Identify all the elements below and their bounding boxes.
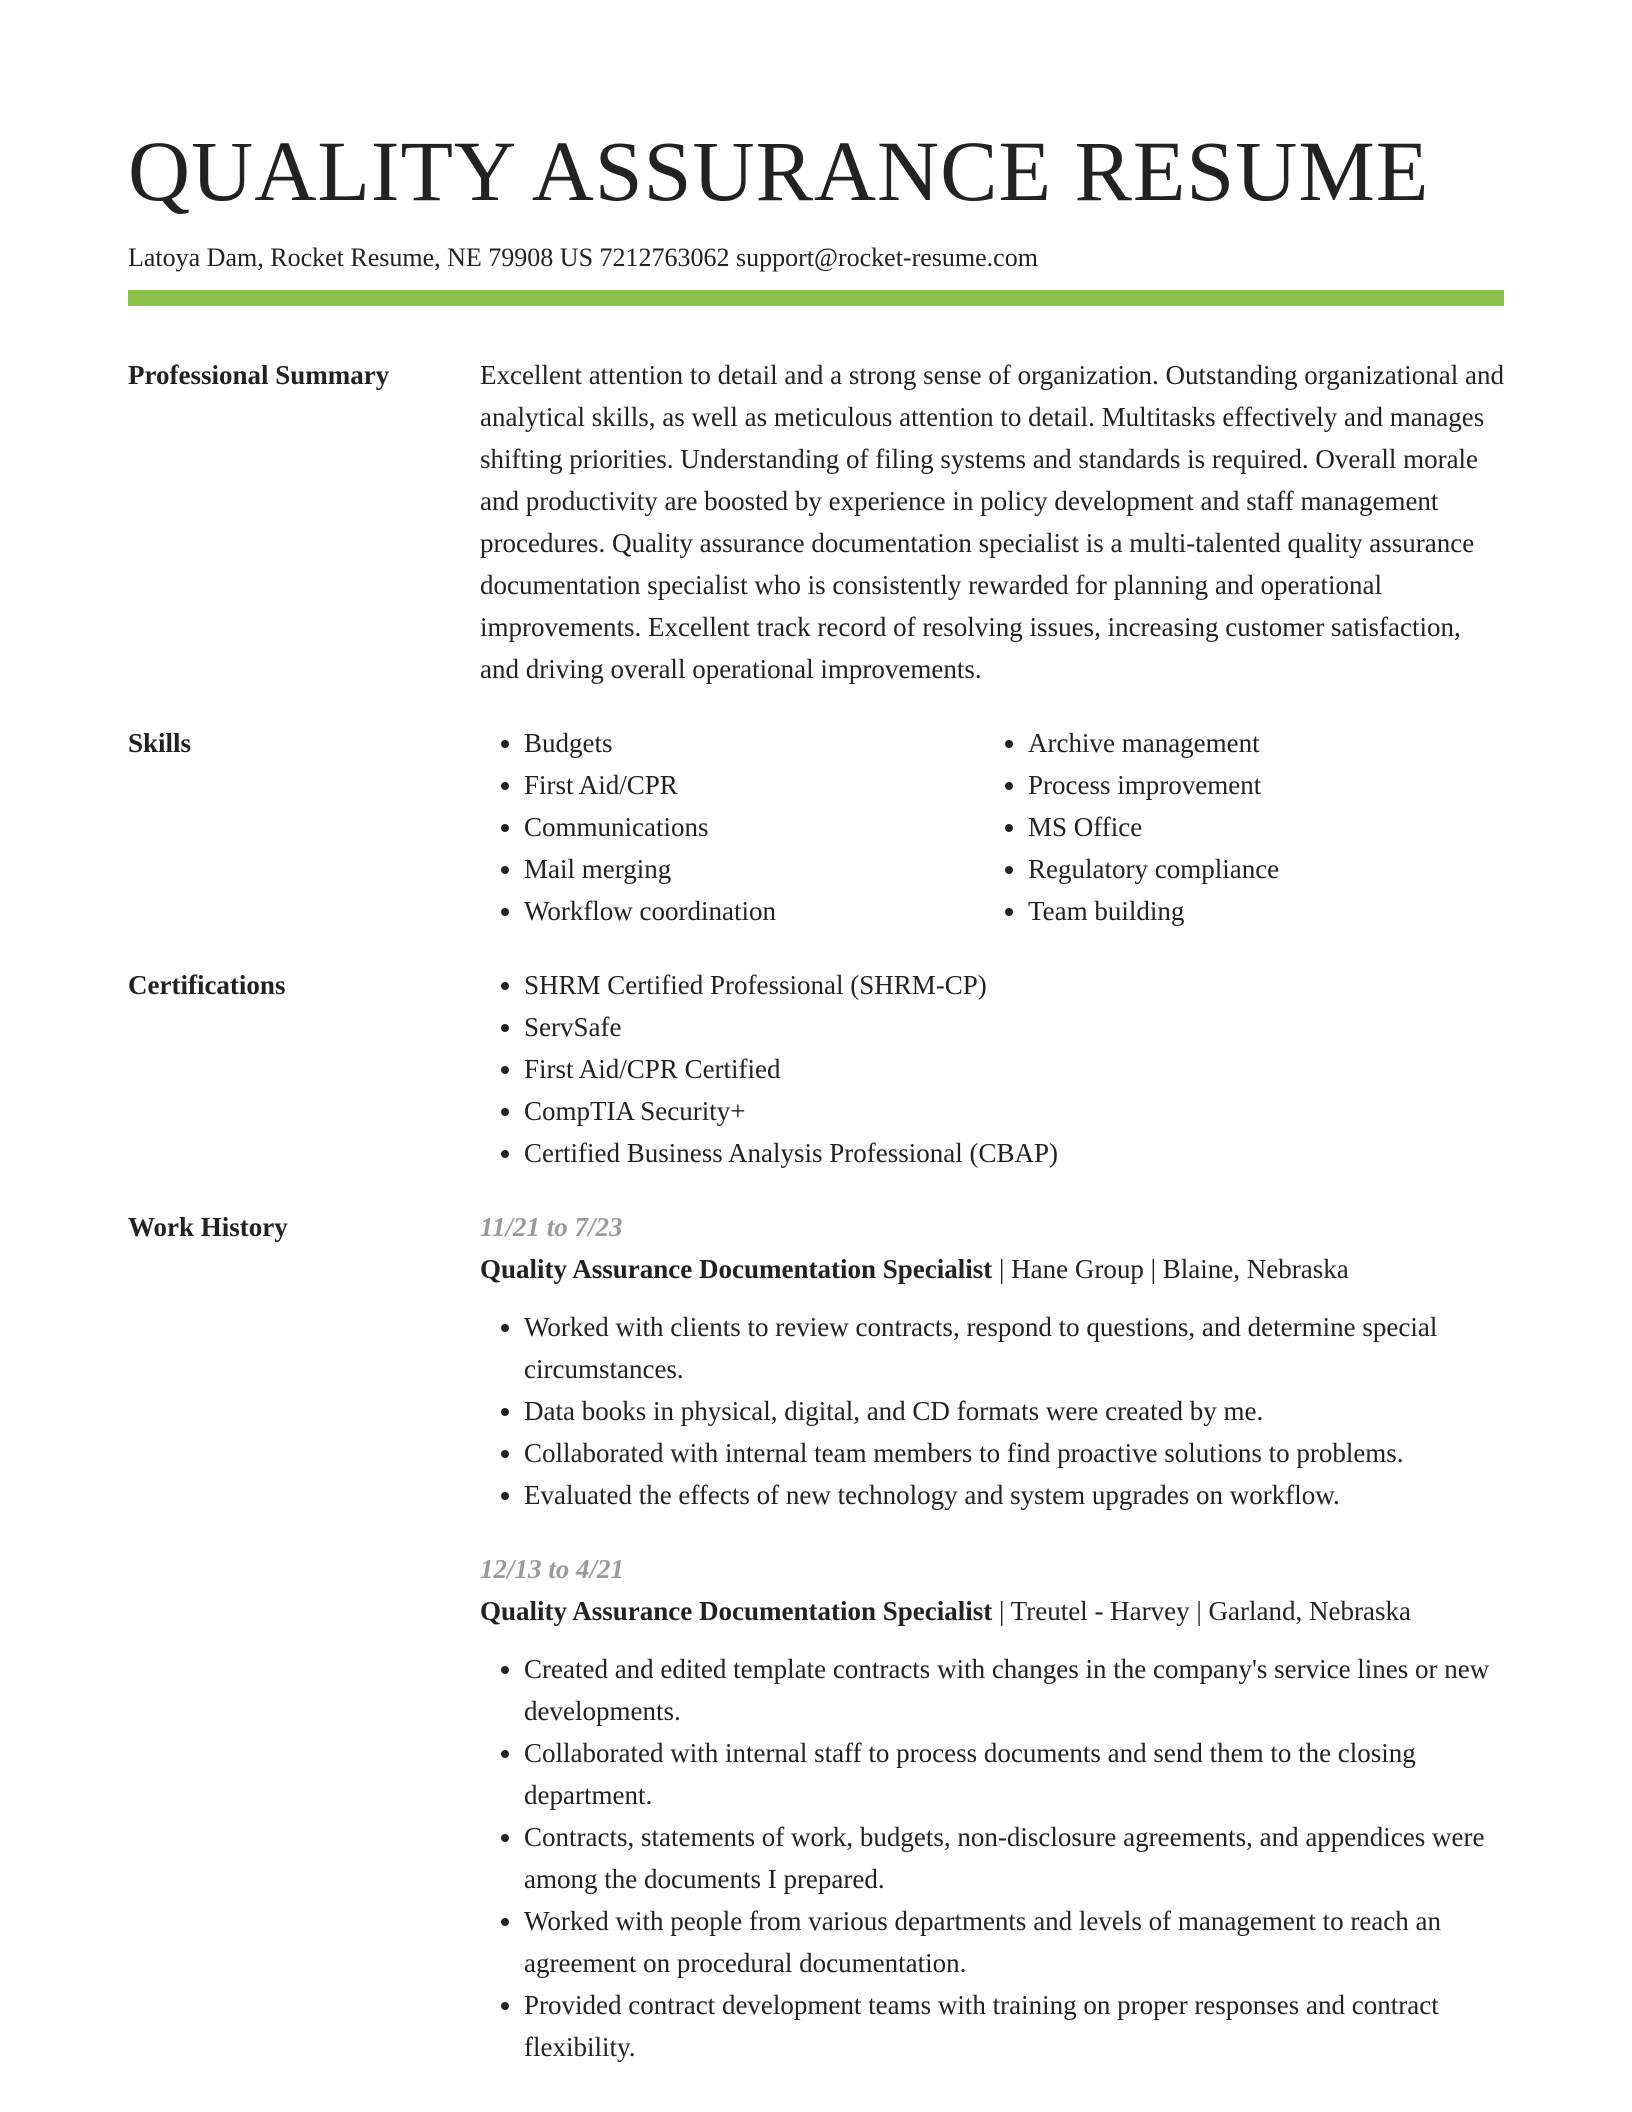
job-dates: 12/13 to 4/21 bbox=[480, 1554, 625, 1584]
resume-title: QUALITY ASSURANCE RESUME bbox=[128, 123, 1430, 219]
section-label: Skills bbox=[128, 728, 192, 758]
job-bullet: • Evaluated the effects of new technology and system upgrades on workflow. bbox=[524, 1474, 1504, 1516]
summary-text: Excellent attention to detail and a strong sense of organization. Outstanding organizational and analytical skills, as well as meticulous attention to detail. Multitasks effectively and manages shifting priorities. Understanding of filing systems and standards is required. Overall morale and productivity are boosted by experience in policy development and staff management procedures. Quality assurance documentation specialist is a multi-talented quality assurance documentation specialist who is consistently rewarded for planning and operational improvements. Excellent track record of resolving issues, increasing customer satisfaction, and driving overall operational improvements. bbox=[480, 360, 1504, 684]
certification-item: • CompTIA Security+ bbox=[524, 1090, 1504, 1132]
accent-divider bbox=[128, 290, 1504, 306]
section-label: Work History bbox=[128, 1212, 288, 1242]
job-entry bbox=[480, 1548, 1504, 2068]
job-entry bbox=[480, 1206, 1504, 1516]
job-bullets bbox=[480, 1648, 1504, 2068]
job-dates: 11/21 to 7/23 bbox=[480, 1212, 623, 1242]
skills-columns bbox=[480, 722, 1504, 932]
certification-item: • Certified Business Analysis Professional (CBAP) bbox=[524, 1132, 1504, 1174]
job-bullet: • Created and edited template contracts with changes in the company's service lines or new developments. bbox=[524, 1648, 1504, 1732]
skill-item: • Workflow coordination bbox=[524, 890, 984, 932]
skill-item: • Process improvement bbox=[1028, 764, 1504, 806]
job-bullet: • Worked with clients to review contracts, respond to questions, and determine special circumstances. bbox=[524, 1306, 1504, 1390]
skill-item: • Communications bbox=[524, 806, 984, 848]
skills-column-left bbox=[480, 722, 984, 932]
skill-item: • Team building bbox=[1028, 890, 1504, 932]
job-bullet: • Data books in physical, digital, and CD formats were created by me. bbox=[524, 1390, 1504, 1432]
certification-item: • ServSafe bbox=[524, 1006, 1504, 1048]
skill-item: • First Aid/CPR bbox=[524, 764, 984, 806]
job-bullet: • Collaborated with internal staff to process documents and send them to the closing department. bbox=[524, 1732, 1504, 1816]
job-bullet: • Provided contract development teams with training on proper responses and contract flexibility. bbox=[524, 1984, 1504, 2068]
skills-list-right bbox=[984, 722, 1504, 932]
section-label: Professional Summary bbox=[128, 360, 390, 390]
certifications-section bbox=[128, 964, 1504, 1174]
skills-column-right bbox=[984, 722, 1504, 932]
job-bullet: • Contracts, statements of work, budgets, non-disclosure agreements, and appendices were among the documents I prepared. bbox=[524, 1816, 1504, 1900]
job-title: Quality Assurance Documentation Specialist bbox=[480, 1254, 993, 1284]
professional-summary-section bbox=[128, 354, 1504, 690]
job-heading bbox=[480, 1590, 1504, 1632]
job-title: Quality Assurance Documentation Specialist bbox=[480, 1596, 993, 1626]
job-employer-location: | Treutel - Harvey | Garland, Nebraska bbox=[992, 1596, 1411, 1626]
work-history-section bbox=[128, 1206, 1504, 2068]
section-label: Certifications bbox=[128, 970, 286, 1000]
certification-item: • First Aid/CPR Certified bbox=[524, 1048, 1504, 1090]
job-bullet: • Worked with people from various departments and levels of management to reach an agreement on procedural documentation. bbox=[524, 1900, 1504, 1984]
skills-list-left bbox=[480, 722, 984, 932]
certifications-content bbox=[480, 964, 1504, 1174]
skills-section bbox=[128, 722, 1504, 932]
job-bullet: • Collaborated with internal team members to find proactive solutions to problems. bbox=[524, 1432, 1504, 1474]
skill-item: • Archive management bbox=[1028, 722, 1504, 764]
skill-item: • Mail merging bbox=[524, 848, 984, 890]
job-employer-location: | Hane Group | Blaine, Nebraska bbox=[992, 1254, 1349, 1284]
certification-item: • SHRM Certified Professional (SHRM-CP) bbox=[524, 964, 1504, 1006]
skill-item: • Budgets bbox=[524, 722, 984, 764]
certifications-list bbox=[480, 964, 1504, 1174]
skill-item: • Regulatory compliance bbox=[1028, 848, 1504, 890]
contact-line: Latoya Dam, Rocket Resume, NE 79908 US 7212763062 support@rocket-resume.com bbox=[128, 243, 1038, 272]
job-heading bbox=[480, 1248, 1504, 1290]
work-history-content bbox=[480, 1206, 1504, 2068]
job-bullets bbox=[480, 1306, 1504, 1516]
skill-item: • MS Office bbox=[1028, 806, 1504, 848]
